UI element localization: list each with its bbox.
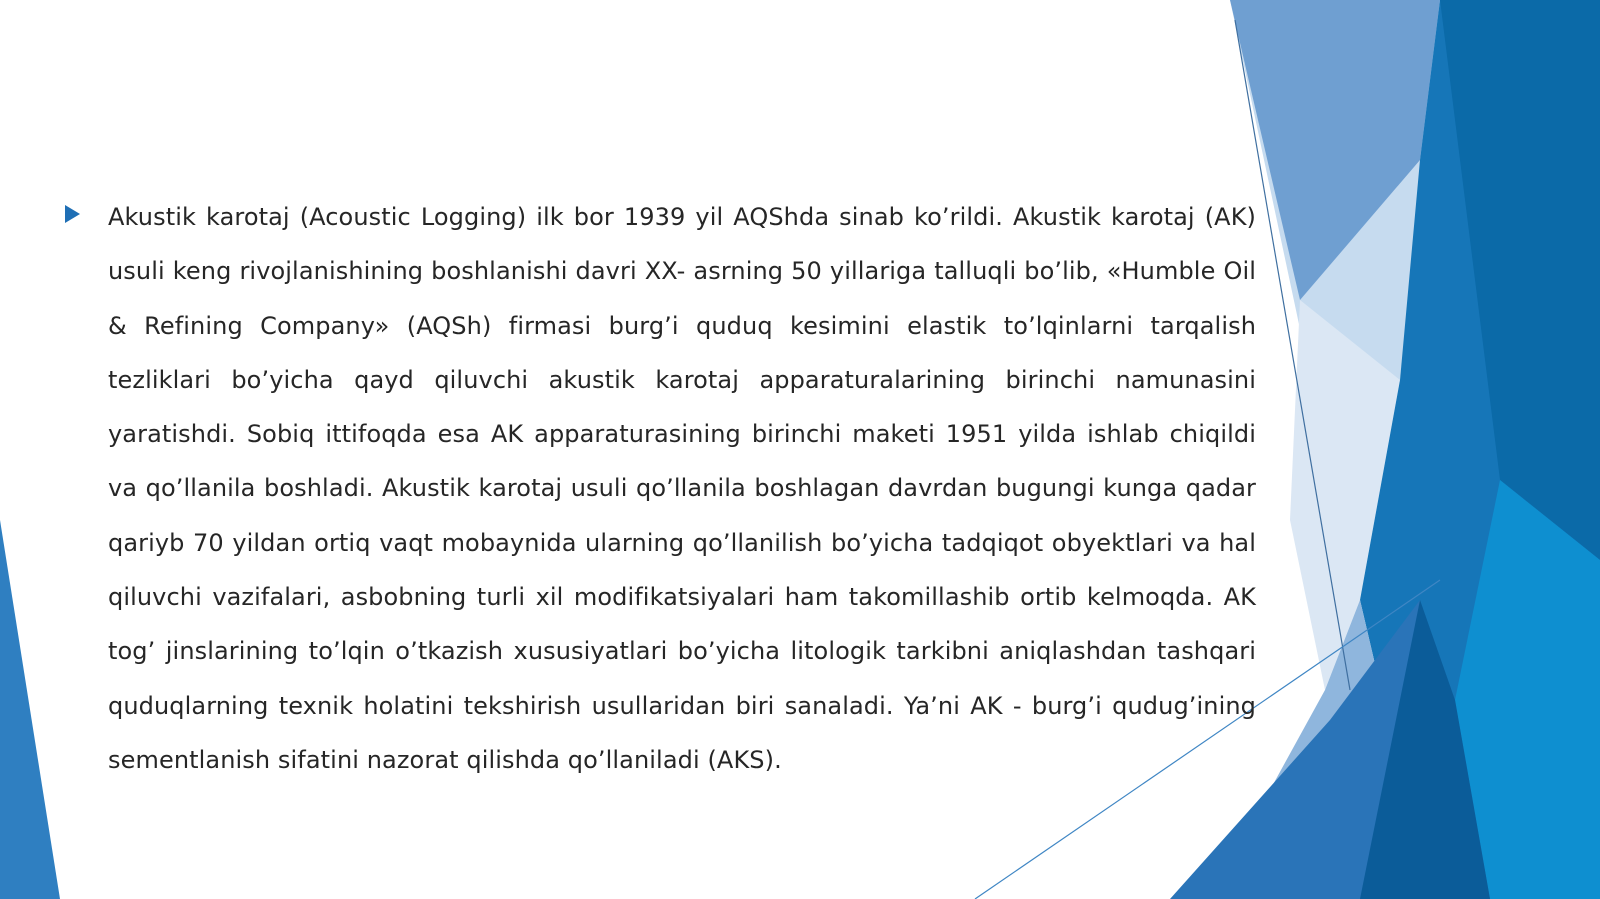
- facet-left-edge: [0, 520, 60, 899]
- triangle-bullet-icon: [65, 205, 80, 223]
- bullet-paragraph: Akustik karotaj (Acoustic Logging) ilk bor 1939 yil AQShda sinab ko’rildi. Akustik karotaj (AK) usuli keng rivojlanishining boshlanishi davri XX- asrning 50 yillariga talluqli bo’lib, «Humble Oil & Refining Company» (AQSh) firmasi burg’i quduq kesimini elastik to’lqinlarni tarqalish tezliklari bo’yicha qayd qiluvchi akustik karotaj apparaturalarining birinchi namunasini yaratishdi. Sobiq ittifoqda esa AK apparaturasining birinchi maketi 1951 yilda ishlab chiqildi va qo’llanila boshladi. Akustik karotaj usuli qo’llanila boshlagan davrdan bugungi kunga qadar qariyb 70 yildan ortiq vaqt mobaynida ularning qo’llanilish bo’yicha tadqiqot obyektlari va hal qiluvchi vazifalari, asbobning turli xil modifikatsiyalari ham takomillashib ortib kelmoqda. AK tog’ jinslarining to’lqin o’tkazish xususiyatlari bo’yicha litologik tarkibni aniqlashdan tashqari quduqlarning texnik holatini tekshirish usullaridan biri sanaladi. Ya’ni AK - burg’i qudug’ining sementlanish sifatini nazorat qilishda qo’llaniladi (AKS).: [108, 203, 1256, 774]
